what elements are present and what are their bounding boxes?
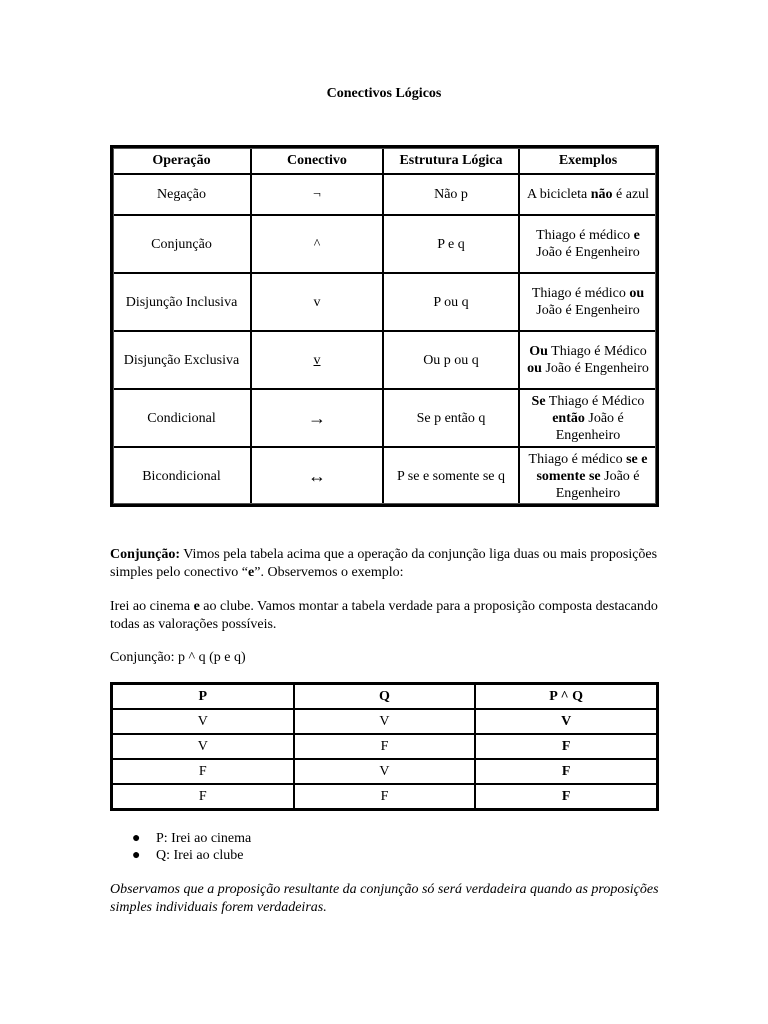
example-text: João é Engenheiro xyxy=(536,245,640,260)
bullet-text: P: Irei ao cinema xyxy=(156,831,252,846)
structure-cell: Não p xyxy=(383,174,519,215)
header-conectivo: Conectivo xyxy=(251,147,383,174)
truth-header-p: P xyxy=(112,684,294,709)
example-text: João é Engenheiro xyxy=(541,361,649,376)
structure-cell: P se e somente se q xyxy=(383,447,519,505)
truth-cell: V xyxy=(112,734,294,759)
example-text: João é Engenheiro xyxy=(555,410,624,443)
truth-header-pq: P ^ Q xyxy=(475,684,657,709)
para1-before: Vimos pela tabela acima que a operação da conjunção liga duas ou mais proposições simples pelo conectivo “ xyxy=(110,547,658,580)
example-cell xyxy=(519,174,657,215)
truth-cell: V xyxy=(294,759,476,784)
example-text: Thiago é Médico xyxy=(547,344,647,359)
example-keyword: Se xyxy=(531,393,546,409)
truth-cell: F xyxy=(112,759,294,784)
operation-cell: Disjunção Inclusiva xyxy=(112,273,251,331)
operation-cell: Conjunção xyxy=(112,215,251,273)
structure-cell: P e q xyxy=(383,215,519,273)
header-exemplos: Exemplos xyxy=(519,147,657,174)
connective-cell: → xyxy=(251,389,383,447)
example-text: Thiago é médico xyxy=(531,286,630,301)
para1-after: ”. Observemos o exemplo: xyxy=(254,565,404,580)
truth-table xyxy=(110,682,659,811)
example-keyword: então xyxy=(552,410,585,426)
para2-bold: e xyxy=(193,599,200,614)
truth-cell: V xyxy=(294,709,476,734)
table-row xyxy=(112,174,657,215)
example-cell xyxy=(519,447,657,505)
example-text: João é Engenheiro xyxy=(536,303,640,318)
list-item xyxy=(132,847,251,864)
table-row xyxy=(112,709,657,734)
truth-cell: F xyxy=(294,784,476,809)
operation-cell: Condicional xyxy=(112,389,251,447)
example-cell xyxy=(519,273,657,331)
example-keyword: se e somente se xyxy=(536,451,648,484)
table-row xyxy=(112,215,657,273)
connectives-table xyxy=(110,145,659,507)
truth-cell: F xyxy=(475,759,657,784)
table-row xyxy=(112,389,657,447)
truth-header-q: Q xyxy=(294,684,476,709)
page-title: Conectivos Lógicos xyxy=(326,86,442,101)
conclusion-paragraph: Observamos que a proposição resultante da conjunção só será verdadeira quando as proposições simples individuais forem verdadeiras. xyxy=(110,882,659,915)
list-item xyxy=(132,830,252,847)
bullet-icon: ● xyxy=(132,848,141,863)
example-text: Thiago é Médico xyxy=(545,393,645,409)
example-cell xyxy=(519,215,657,273)
table-row xyxy=(112,447,657,505)
conjunction-paragraph xyxy=(110,546,660,582)
header-operacao: Operação xyxy=(112,147,251,174)
header-estrutura: Estrutura Lógica xyxy=(383,147,519,174)
truth-cell: V xyxy=(475,709,657,734)
table-row xyxy=(112,784,657,809)
connective-cell: ↔ xyxy=(251,447,383,505)
connective-cell: v xyxy=(251,331,383,389)
para2-before: Irei ao cinema xyxy=(110,599,194,614)
example-keyword: não xyxy=(590,187,613,202)
table-row xyxy=(112,331,657,389)
example-keyword: e xyxy=(633,228,640,243)
example-cell xyxy=(519,389,657,447)
table-row xyxy=(112,734,657,759)
table-row xyxy=(112,273,657,331)
example-cell xyxy=(519,331,657,389)
connective-cell: v xyxy=(251,273,383,331)
bullet-text: Q: Irei ao clube xyxy=(156,848,244,863)
truth-cell: F xyxy=(475,734,657,759)
example-paragraph xyxy=(110,598,660,634)
example-text: Thiago é médico xyxy=(528,451,627,467)
para1-bold: e xyxy=(248,565,255,580)
example-text: A bicicleta xyxy=(526,187,591,202)
example-text: Thiago é médico xyxy=(536,228,634,243)
truth-cell: F xyxy=(294,734,476,759)
example-keyword: ou xyxy=(527,361,542,376)
connective-cell: ^ xyxy=(251,215,383,273)
proposition-list xyxy=(110,830,251,864)
example-text: João é Engenheiro xyxy=(555,468,640,501)
example-keyword: Ou xyxy=(529,344,548,359)
operation-cell: Negação xyxy=(112,174,251,215)
bullet-icon: ● xyxy=(132,831,141,846)
connective-cell: ¬ xyxy=(251,174,383,215)
structure-cell: Ou p ou q xyxy=(383,331,519,389)
operation-cell: Disjunção Exclusiva xyxy=(112,331,251,389)
example-text: é azul xyxy=(612,187,650,202)
para2-after: ao clube. Vamos montar a tabela verdade para a proposição composta destacando todas as valorações possíveis. xyxy=(110,599,658,632)
truth-cell: F xyxy=(475,784,657,809)
example-keyword: ou xyxy=(629,286,645,301)
operation-cell: Bicondicional xyxy=(112,447,251,505)
truth-cell: F xyxy=(112,784,294,809)
truth-cell: V xyxy=(112,709,294,734)
structure-cell: P ou q xyxy=(383,273,519,331)
conjunction-label: Conjunção: xyxy=(110,547,181,562)
table-row xyxy=(112,759,657,784)
formula-line: Conjunção: p ^ q (p e q) xyxy=(110,650,246,665)
structure-cell: Se p então q xyxy=(383,389,519,447)
